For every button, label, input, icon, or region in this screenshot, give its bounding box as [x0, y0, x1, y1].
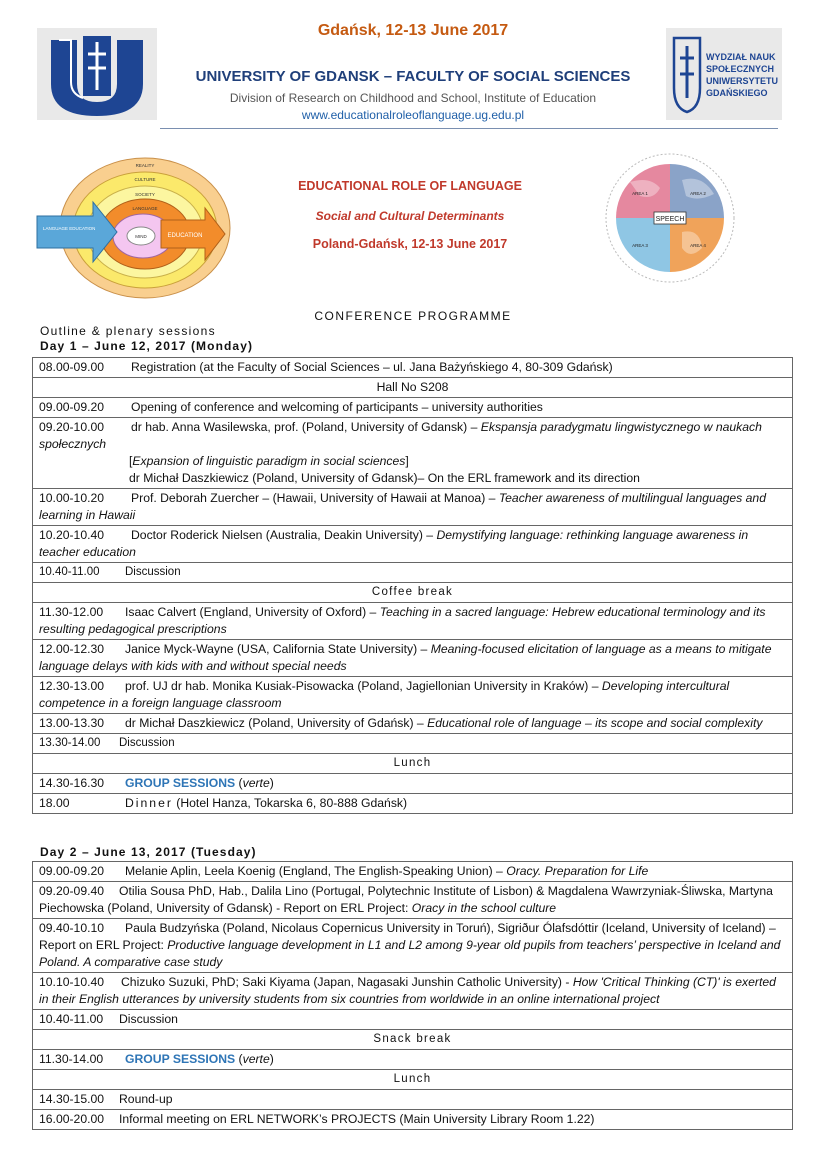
- row-time: 09.20-10.00: [39, 420, 105, 434]
- table-row: [33, 714, 792, 734]
- faculty-logo-line-2: SPOŁECZNYCH: [706, 64, 775, 74]
- globe-label-speech: SPEECH: [655, 216, 685, 223]
- day2-heading: Day 2 – June 13, 2017 (Tuesday): [40, 845, 257, 859]
- globe-label-area-1: AREA 1: [632, 191, 648, 196]
- row-time: 11.30-12.00: [39, 605, 104, 619]
- table-row: [33, 1030, 792, 1050]
- row-text: Discussion: [125, 566, 181, 578]
- table-row: [33, 563, 792, 583]
- diagram-label-society: SOCIETY: [135, 192, 155, 197]
- row-speaker: Janice Myck-Wayne (USA, California State University) –: [125, 642, 431, 656]
- row-title: Oracy in the school culture: [411, 901, 557, 915]
- row-time: 14.30-15.00: [39, 1092, 105, 1106]
- language-education-diagram: [35, 150, 250, 300]
- event-date-title: Gdańsk, 12-13 June 2017: [317, 22, 509, 39]
- row-speaker: dr hab. Anna Wasilewska, prof. (Poland, University of Gdansk) –: [131, 420, 481, 434]
- row-time: 09.40-10.10: [39, 921, 105, 935]
- row-title: Productive language development in L1 and L2 among 9-year old pupils from teachers’ perspective in Iceland and Poland. A comparative case study: [39, 938, 781, 969]
- row-time: 13.00-13.30: [39, 716, 105, 730]
- row-title: Educational role of language – its scope and social complexity: [427, 716, 763, 730]
- row-time: 18.00: [39, 796, 70, 810]
- table-row: [33, 1110, 792, 1130]
- programme-title: CONFERENCE PROGRAMME: [314, 309, 512, 323]
- faculty-logo: [666, 28, 782, 120]
- row-speaker: prof. UJ dr hab. Monika Kusiak-Pisowacka (Poland, Jagiellonian University in Kraków) –: [125, 679, 602, 693]
- table-row: [33, 583, 792, 603]
- table-row: [33, 418, 792, 489]
- row-speaker: dr Michał Daszkiewicz (Poland, University of Gdańsk) –: [125, 716, 428, 730]
- row-time: 16.00-20.00: [39, 1112, 105, 1126]
- row-speaker: Doctor Roderick Nielsen (Australia, Deakin University) –: [131, 528, 437, 542]
- row-time: 13.30-14.00: [39, 737, 101, 749]
- globe-label-area-2: AREA 2: [690, 191, 706, 196]
- verte-label: verte: [242, 776, 270, 790]
- row-time: 10.40-11.00: [39, 566, 100, 578]
- table-row: [33, 754, 792, 774]
- hall-label: Hall No S208: [376, 380, 449, 394]
- row-time: 10.40-11.00: [39, 1012, 104, 1026]
- division-name: Division of Research on Childhood and School, Institute of Education: [229, 91, 597, 105]
- row-time: 11.30-14.00: [39, 1052, 104, 1066]
- row-extra: [: [129, 454, 133, 468]
- row-time: 09.20-09.40: [39, 884, 105, 898]
- row-second-speaker: dr Michał Daszkiewicz (Poland, University of Gdansk)– On the ERL framework and its direction: [129, 471, 640, 485]
- row-extra-end: ]: [405, 454, 409, 468]
- faculty-logo-line-3: UNIWERSYTETU: [706, 76, 778, 86]
- row-time: 10.20-10.40: [39, 528, 105, 542]
- table-row: [33, 526, 792, 563]
- row-time: 08.00-09.00: [39, 360, 105, 374]
- row-speaker: Chizuko Suzuki, PhD; Saki Kiyama (Japan, Nagasaki Junshin Catholic University) -: [121, 975, 573, 989]
- row-title: Ekspansja paradygmatu lingwistycznego w naukach społecznych: [39, 420, 762, 451]
- table-row: [33, 677, 792, 714]
- row-speaker: Prof. Deborah Zuercher – (Hawaii, University of Hawaii at Manoa) –: [131, 491, 499, 505]
- break-label: Snack break: [373, 1033, 452, 1045]
- table-row: [33, 794, 792, 814]
- break-label: Lunch: [393, 1073, 432, 1085]
- row-extra-italic: Expansion of linguistic paradigm in social sciences: [132, 454, 406, 468]
- row-text: (Hotel Hanza, Tokarska 6, 80-888 Gdańsk): [176, 796, 408, 810]
- row-time: 14.30-16.30: [39, 776, 105, 790]
- break-label: Coffee break: [371, 586, 454, 598]
- speech-areas-globe: [590, 152, 750, 284]
- globe-label-area-3: AREA 3: [632, 243, 648, 248]
- row-text: Discussion: [119, 1012, 178, 1026]
- row-text: Registration (at the Faculty of Social Sciences – ul. Jana Bażyńskiego 4, 80-309 Gdańsk): [131, 360, 613, 374]
- verte-label: verte: [242, 1052, 270, 1066]
- diagram-label-mind: MIND: [135, 234, 147, 239]
- dinner-label: Dinner: [125, 796, 173, 810]
- row-time: 10.10-10.40: [39, 975, 105, 989]
- row-time: 10.00-10.20: [39, 491, 105, 505]
- row-speaker: Paula Budzyńska (Poland, Nicolaus Copernicus University in Toruń), Sigriður Ólafsdóttir (Iceland, University of Iceland) – Report on ERL Project:: [39, 921, 776, 952]
- day1-table: [32, 357, 793, 814]
- day2-table: [32, 861, 793, 1130]
- table-row: [33, 734, 792, 754]
- table-row: [33, 357, 792, 378]
- table-row: 11.30-14.00 GROUP SESSIONS (verte): [33, 1050, 792, 1070]
- row-time: 09.00-09.20: [39, 864, 105, 878]
- conference-title: EDUCATIONAL ROLE OF LANGUAGE: [298, 179, 522, 193]
- table-row: [33, 882, 792, 919]
- row-time: 12.30-13.00: [39, 679, 105, 693]
- table-row: [33, 1010, 792, 1030]
- faculty-logo-line-4: GDAŃSKIEGO: [706, 88, 768, 98]
- diagram-label-reality: REALITY: [135, 163, 155, 168]
- row-speaker: Otilia Sousa PhD, Hab., Dalila Lino (Portugal, Polytechnic Institute of Lisbon) & Magdalena Wawrzyniak-Śliwska, Martyna Piechowska (Poland, University of Gdansk) - Report on ERL Project:: [39, 884, 773, 915]
- table-row: [33, 398, 792, 418]
- row-title: Oracy. Preparation for Life: [506, 864, 649, 878]
- break-label: Lunch: [393, 757, 432, 769]
- group-sessions-link[interactable]: GROUP SESSIONS: [125, 776, 236, 790]
- row-title: How 'Critical Thinking (CT)' is exerted in their English utterances by university students from six countries from worldwide in an online international project: [39, 975, 776, 1006]
- row-time: 12.00-12.30: [39, 642, 105, 656]
- row-title: Developing intercultural competence in a foreign language classroom: [39, 679, 730, 710]
- conference-subtitle: Social and Cultural Determinants: [315, 209, 505, 223]
- table-row: [33, 919, 792, 973]
- row-title: Demystifying language: rethinking language awareness in teacher education: [39, 528, 749, 559]
- diagram-label-language-education: LANGUAGE EDUCATION: [43, 226, 96, 231]
- faculty-logo-icon: [666, 28, 782, 120]
- table-row: [33, 378, 792, 398]
- outline-heading: Outline & plenary sessions: [40, 324, 216, 338]
- row-text: Round-up: [119, 1092, 173, 1106]
- row-speaker: Melanie Aplin, Leela Koenig (England, The English-Speaking Union) –: [125, 864, 507, 878]
- faculty-logo-line-1: WYDZIAŁ NAUK: [706, 52, 776, 62]
- diagram-label-culture: CULTURE: [134, 177, 156, 182]
- table-row: [33, 640, 792, 677]
- group-sessions-link[interactable]: GROUP SESSIONS: [125, 1052, 236, 1066]
- conference-place: Poland-Gdańsk, 12-13 June 2017: [312, 237, 508, 251]
- table-row: [33, 489, 792, 526]
- row-time: 09.00-09.20: [39, 400, 105, 414]
- table-row: [33, 1070, 792, 1090]
- diagram-label-language: LANGUAGE: [132, 206, 158, 211]
- header-divider: [160, 128, 778, 129]
- row-text: Discussion: [119, 737, 175, 749]
- row-title: Teacher awareness of multilingual languages and learning in Hawaii: [39, 491, 766, 522]
- table-row: [33, 1090, 792, 1110]
- table-row: [33, 603, 792, 640]
- row-text: Informal meeting on ERL NETWORK’s PROJECTS (Main University Library Room 1.22): [119, 1112, 595, 1126]
- row-title: Meaning-focused elicitation of language as a means to mitigate language delays with kids with and without special needs: [39, 642, 772, 673]
- table-row: [33, 861, 792, 882]
- website-link[interactable]: www.educationalroleoflanguage.ug.edu.pl: [301, 108, 525, 122]
- row-title: Teaching in a sacred language: Hebrew educational terminology and its resulting pedagogical prescriptions: [39, 605, 766, 636]
- table-row: 14.30-16.30 GROUP SESSIONS (verte): [33, 774, 792, 794]
- globe-label-area-4: AREA 4: [690, 243, 706, 248]
- university-name: UNIVERSITY OF GDANSK – FACULTY OF SOCIAL SCIENCES: [195, 68, 631, 85]
- row-text: Opening of conference and welcoming of participants – university authorities: [131, 400, 543, 414]
- table-row: [33, 973, 792, 1010]
- day1-heading: Day 1 – June 12, 2017 (Monday): [40, 339, 254, 353]
- diagram-label-education: EDUCATION: [167, 233, 203, 239]
- row-speaker: Isaac Calvert (England, University of Oxford) –: [125, 605, 380, 619]
